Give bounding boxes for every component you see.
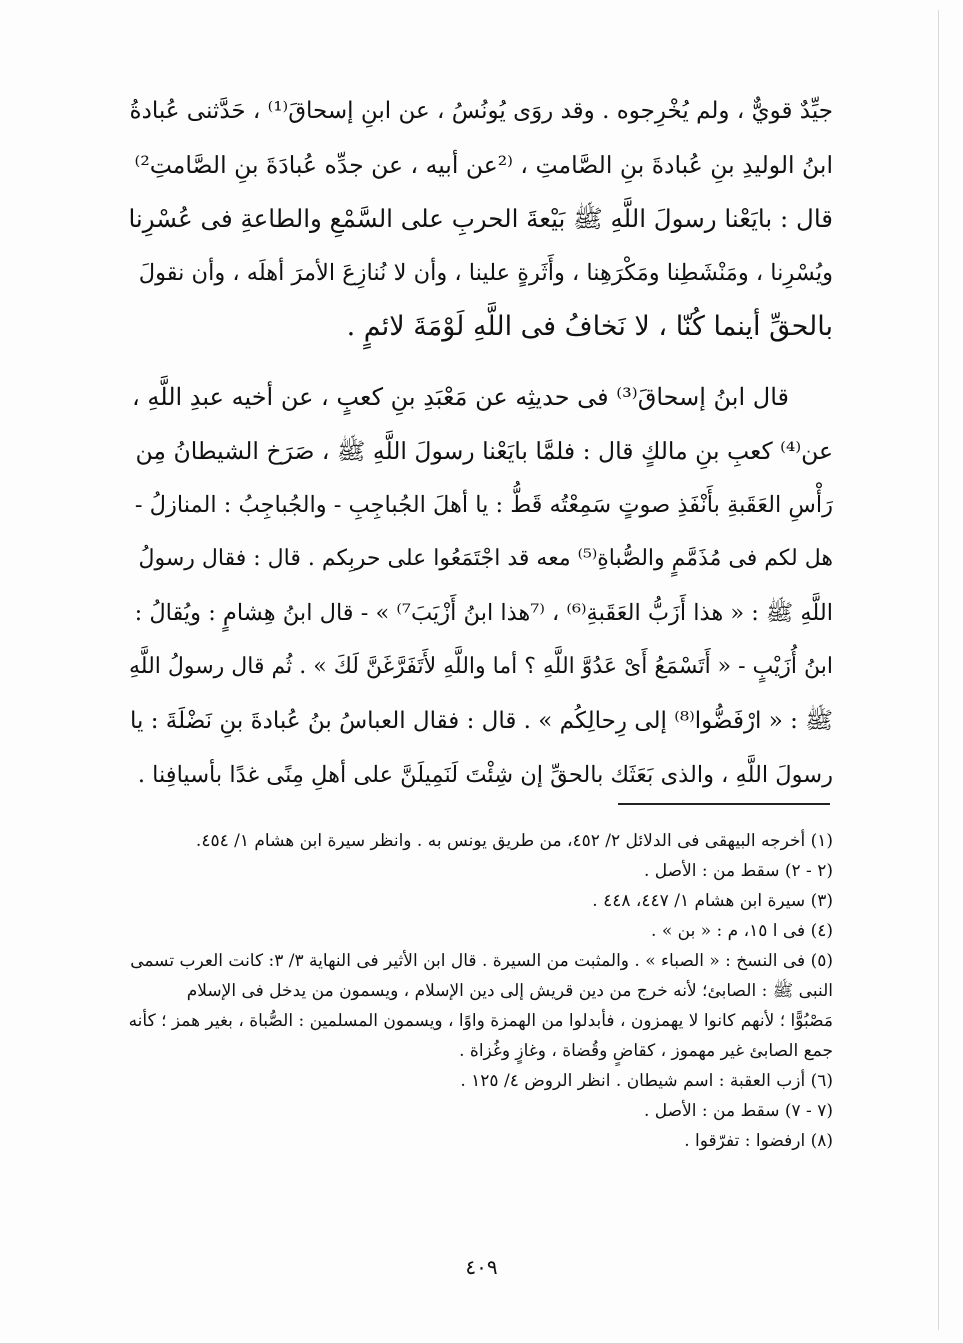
- main-text-line: ابنُ الوليدِ بنِ عُبادةَ بنِ الصَّامتِ ، ⁽²عن أبيه ، عن جدِّه عُبادَةَ بنِ الصَّامتِ²⁾: [134, 151, 833, 179]
- main-text-line: جيِّدٌ قويٌّ ، ولم يُخْرِجوه . وقد روَى يُونُسُ ، عن ابنِ إسحاقَ⁽¹⁾ ، حَدَّثنى عُبادةُ: [129, 98, 833, 124]
- main-text-line: ويُسْرِنا ، ومَنْشَطِنا ومَكْرَهِنا ، وأَثَرةٍ علينا ، وأن لا نُنازِعَ الأمرَ أهلَه ، وأن نقولَ: [138, 260, 833, 286]
- page-number: ٤٠٩: [465, 1255, 498, 1279]
- main-text-line: اللَّهِ ﷺ : « هذا أَزَبُّ العَقَبةِ⁽⁶⁾ ، ⁽⁷هذا ابنُ أَزْيَبَ⁷⁾ » - قال ابنُ هِشامٍ : ويُقالُ :: [134, 600, 833, 626]
- main-text-line: قال ابنُ إسحاقَ⁽³⁾ فى حديثِه عن مَعْبَدِ بنِ كعبٍ ، عن أخيه عبدِ اللَّهِ ،: [132, 383, 789, 411]
- footnote-line: جمع الصابئ غير مهموز ، كقاضٍ وقُضاة ، وغازٍ وغُزاة .: [459, 1041, 833, 1061]
- paragraph-gap: [128, 354, 833, 370]
- footnote-line: (٤) فى ا ١٥، م : « بن » .: [651, 921, 833, 941]
- footnote-line: النبى ﷺ : الصابئ؛ لأنه خرج من دين قريش إلى دين الإسلام ، ويسمون من يدخل فى الإسلام: [186, 981, 833, 1001]
- footnote-line: (٢ - ٢) سقط من : الأصل .: [643, 861, 833, 881]
- footnote-line: مَصْبُوًّا ؛ لأنهم كانوا لا يهمزون ، فأبدلوا من الهمزة واوًا ، ويسمون المسلمين : الصُّباة ، بغير همز ؛ كأنه: [128, 1011, 833, 1031]
- footnote-separator: [618, 803, 830, 805]
- page-edge-line: [938, 10, 939, 1330]
- main-text-line: رَأْسِ العَقَبةِ بأَنْفَذِ صوتٍ سَمِعْتُه قَطُّ : يا أهلَ الجُباجِبِ - والجُباجِبُ : المنازلُ -: [134, 492, 833, 518]
- footnotes-block: [123, 826, 833, 1156]
- main-text-line: ﷺ : « ارْفَضُّوا⁽⁸⁾ إلى رِحالِكُم » . قال : فقال العباسُ بنُ عُبادةَ بنِ نَضْلَةَ : يا: [129, 708, 833, 734]
- footnote-line: (٧ - ٧) سقط من : الأصل .: [643, 1101, 833, 1121]
- main-text-line: ابنُ أُزَيْبٍ - « أَتَسْمَعُ أَىْ عَدُوَّ اللَّهِ ؟ أما واللَّهِ لأَتَفَرَّغَنَّ لَكَ » . ثُم قال رسولُ اللَّهِ: [129, 654, 833, 679]
- footnote-line: (٨) ارفضوا : تفرّقوا .: [684, 1131, 833, 1151]
- footnote-line: (١) أخرجه البيهقى فى الدلائل ٢/ ٤٥٢، من طريق يونس به . وانظر سيرة ابن هشام ١/ ٤٥٤.: [195, 831, 833, 851]
- main-text-line: بالحقِّ أينما كُنّا ، لا نَخافُ فى اللَّهِ لَوْمَةَ لائمٍ .: [346, 311, 833, 342]
- main-text-line: هل لكم فى مُذَمَّمٍ والصُّباةِ⁽⁵⁾ معه قد اجْتَمَعُوا على حربِكم . قال : فقال رسولُ: [138, 546, 833, 571]
- main-text-block: [128, 84, 833, 802]
- footnote-line: (٦) أزب العقبة : اسم شيطان . انظر الروض ٤/ ١٢٥ .: [460, 1071, 833, 1091]
- main-text-line: عن⁽⁴⁾ كعبِ بنِ مالكٍ قال : فلمَّا بايَعْنا رسولَ اللَّهِ ﷺ ، صَرَخ الشيطانُ مِن: [135, 437, 833, 465]
- footnote-line: (٣) سيرة ابن هشام ١/ ٤٤٧، ٤٤٨ .: [592, 891, 833, 911]
- main-text-line: قال : بايَعْنا رسولَ اللَّهِ ﷺ بَيْعةَ الحربِ على السَّمْعِ والطاعةِ فى عُسْرِنا: [128, 204, 833, 233]
- main-text-line: رسولَ اللَّهِ ، والذى بَعَثَك بالحقِّ إن شِئْتَ لَنَمِيلَنَّ على أهلِ مِنًى غدًا بأسيافِنا .: [137, 762, 833, 788]
- footnote-line: (٥) فى النسخ : « الصباء » . والمثبت من السيرة . قال ابن الأثير فى النهاية ٣/ ٣: كانت العرب تسمى: [130, 951, 833, 971]
